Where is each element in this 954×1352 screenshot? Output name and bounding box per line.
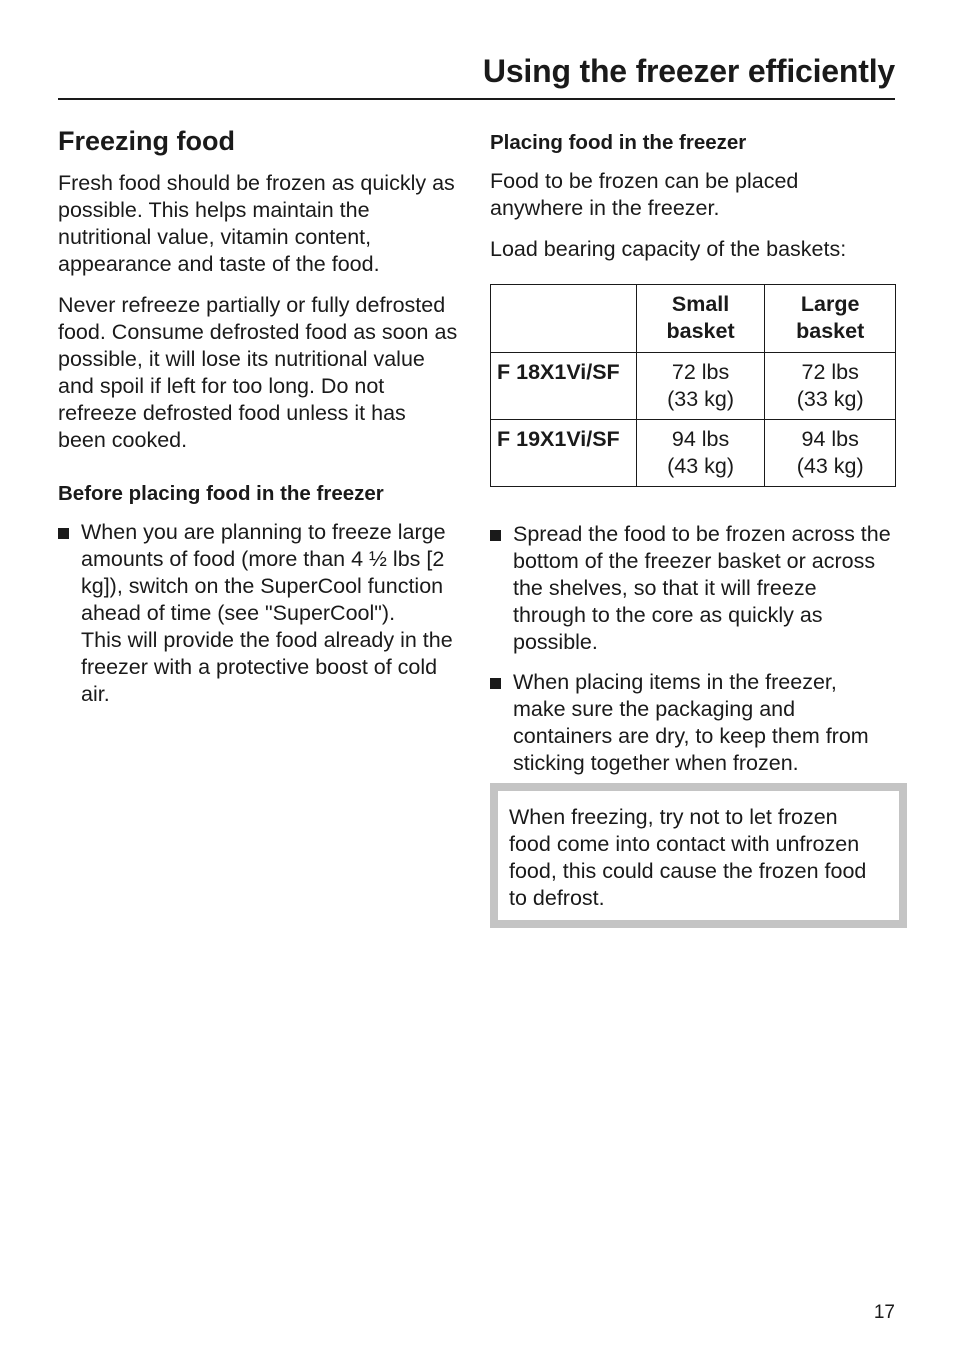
right-column [490, 124, 895, 928]
subheading-placing-food: Placing food in the freezer [490, 131, 747, 154]
paragraph-placed-anywhere: Food to be frozen can be placed anywhere in the freezer. [490, 169, 799, 220]
cell-small-kg: (33 kg) [667, 387, 735, 411]
list-item [490, 521, 895, 656]
table-header-row [491, 285, 896, 353]
header-small-line2: basket [666, 319, 735, 343]
left-column [58, 124, 458, 721]
page-title: Using the freezer efficiently [482, 53, 895, 89]
table-cell-model: F 19X1Vi/SF [491, 420, 637, 487]
section-title-freezing-food: Freezing food [58, 126, 235, 156]
bullet-list-placing [490, 521, 895, 777]
bullet-text-dry-packaging: When placing items in the freezer, make sure the packaging and containers are dry, to keep them from sticking together when frozen. [513, 670, 869, 775]
table-row [491, 420, 896, 487]
table-cell-model: F 18X1Vi/SF [491, 353, 637, 420]
table-cell-large [765, 353, 896, 420]
bullet-list-before-placing [58, 519, 458, 708]
cell-small-kg: (43 kg) [667, 454, 735, 478]
note-text: When freezing, try not to let frozen food come into contact with unfrozen food, this could cause the frozen food to defrost. [509, 805, 867, 910]
list-item [490, 669, 895, 777]
page-number: 17 [873, 1302, 895, 1323]
table-header-small-basket [636, 285, 765, 353]
load-capacity-table [490, 284, 896, 487]
header-large-line2: basket [796, 319, 865, 343]
bullet-text-supercool: When you are planning to freeze large amounts of food (more than 4 ½ lbs [2 kg]), switch on the SuperCool function ahead of time (see "SuperCool"). [81, 520, 446, 625]
table-cell-small [636, 353, 765, 420]
bullet-text-protective-boost: This will provide the food already in the freezer with a protective boost of cold air. [81, 628, 453, 706]
list-item-supercool [58, 519, 458, 708]
cell-large-kg: (43 kg) [796, 454, 864, 478]
paragraph-fresh-food: Fresh food should be frozen as quickly as possible. This helps maintain the nutritional value, vitamin content, appearance and taste of the food. [58, 171, 455, 276]
table-header-empty [491, 285, 637, 353]
table-row [491, 353, 896, 420]
subheading-before-placing: Before placing food in the freezer [58, 482, 384, 505]
page-header [58, 50, 895, 100]
table-header-large-basket [765, 285, 896, 353]
cell-small-lbs: 94 lbs [671, 427, 730, 451]
bullet-text-spread-food: Spread the food to be frozen across the bottom of the freezer basket or across the shelves, so that it will freeze through to the core as quickly as possible. [513, 522, 891, 654]
header-small-line1: Small [671, 292, 730, 316]
cell-large-kg: (33 kg) [796, 387, 864, 411]
cell-large-lbs: 72 lbs [801, 360, 859, 384]
paragraph-load-capacity: Load bearing capacity of the baskets: [490, 237, 847, 261]
cell-small-lbs: 72 lbs [671, 360, 730, 384]
table-cell-large [765, 420, 896, 487]
note-box [490, 783, 907, 928]
cell-large-lbs: 94 lbs [801, 427, 859, 451]
header-large-line1: Large [800, 292, 860, 316]
table-cell-small [636, 420, 765, 487]
paragraph-never-refreeze: Never refreeze partially or fully defrosted food. Consume defrosted food as soon as possible, it will lose its nutritional value and spoil if left for too long. Do not refreeze defrosted food unless it has been cooked. [58, 293, 458, 452]
